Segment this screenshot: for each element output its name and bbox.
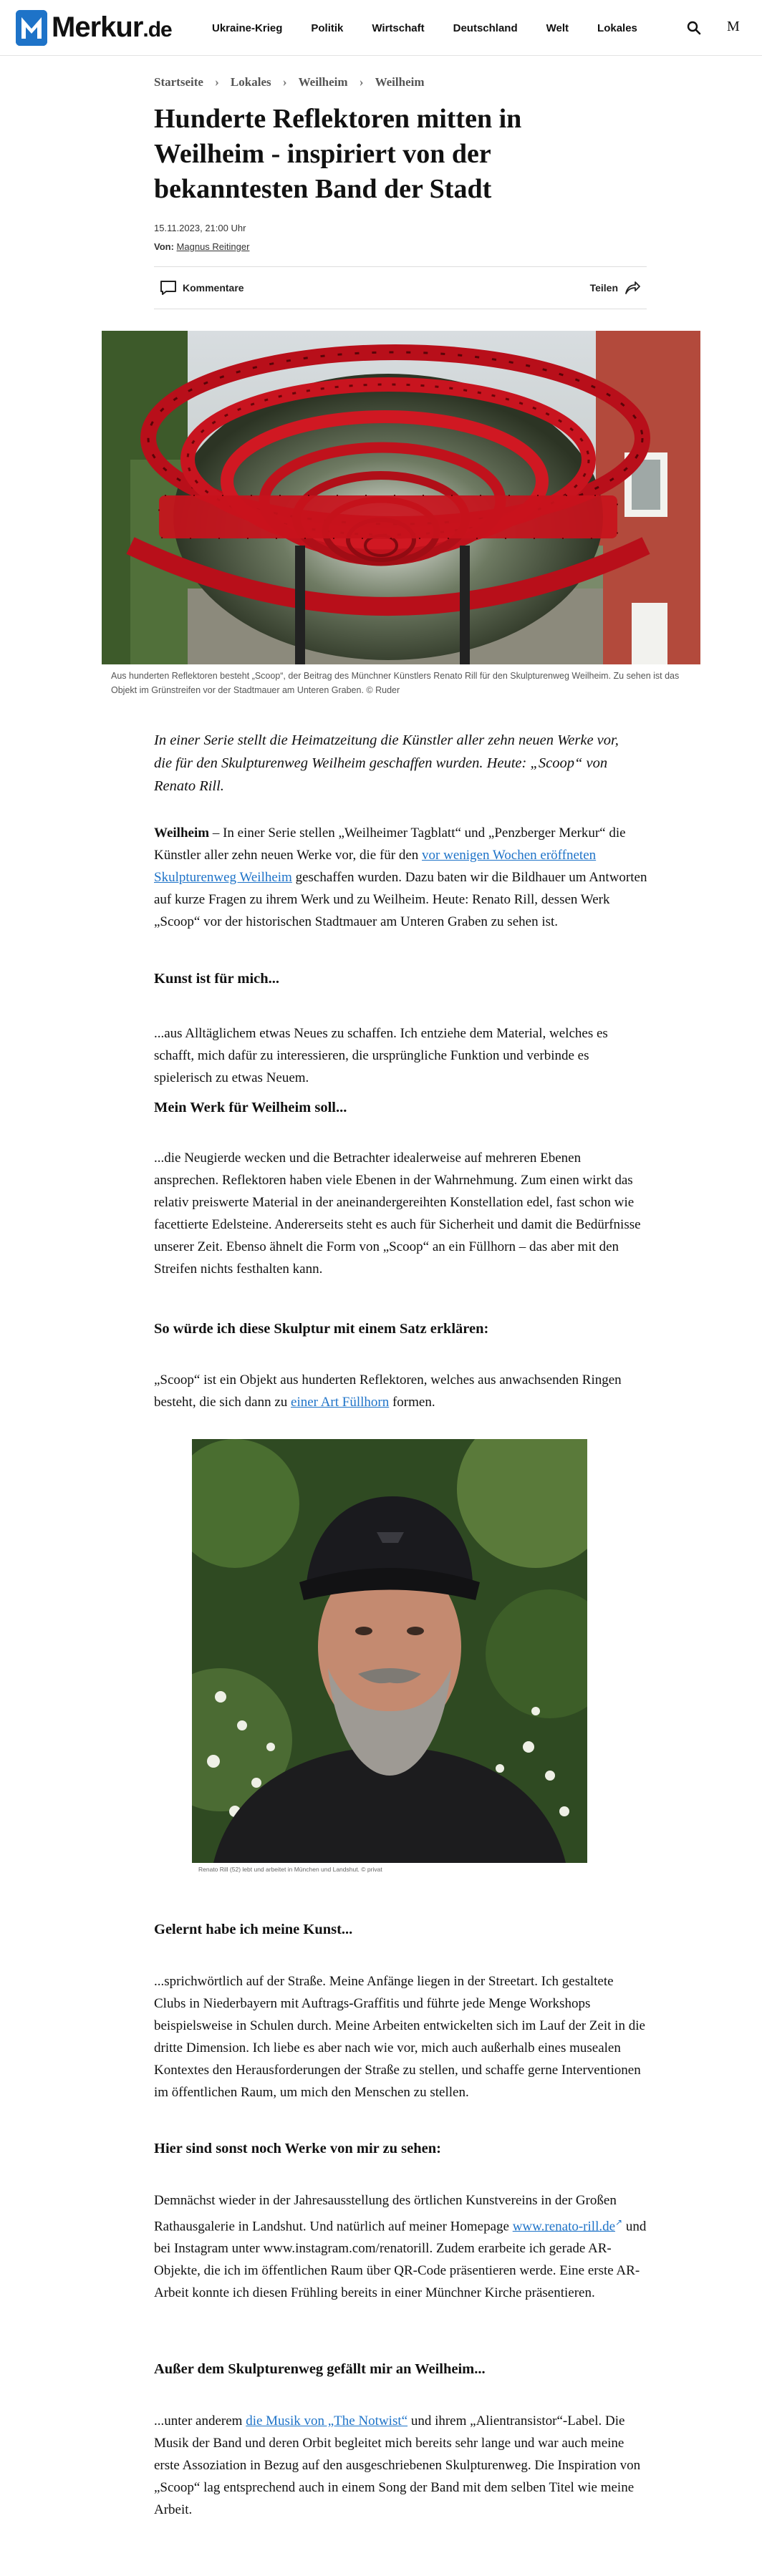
section-heading: So würde ich diese Skulptur mit einem Satz erklären: bbox=[154, 1321, 489, 1337]
portrait-photo-renato-rill bbox=[192, 1439, 587, 1863]
share-button[interactable]: Teilen bbox=[590, 280, 647, 296]
article-author-line: Von: Magnus Reitinger bbox=[154, 241, 250, 252]
section-heading: Mein Werk für Weilheim soll... bbox=[154, 1100, 347, 1115]
paragraph: ...die Neugierde wecken und die Betrachter idealerweise auf mehreren Ebenen ansprechen. Reflektoren haben viele Ebenen in der Wahrnehmung. Zum einen wirkt das relativ preiswerte Material in der aneinandergereihten Konstellation edel, fast schon wie facettierte Edelsteine. Andererseits steht es auch für Sicherheit und damit die Bedürfnisse unserer Zeit. Ebenso ähnelt die Form von „Scoop“ an ein Füllhorn – das aber mit den Streifen nichts festhalten kann. bbox=[154, 1151, 641, 1277]
dateline: Weilheim bbox=[154, 825, 210, 841]
nav-item-welt[interactable]: Welt bbox=[546, 21, 569, 34]
portrait-caption: Renato Rill (52) lebt und arbeitet in München und Landshut. © privat bbox=[198, 1866, 382, 1873]
paragraph-works: Demnächst wieder in der Jahresausstellung des örtlichen Kunstvereins in der Großen Rathausgalerie in Landshut. Und natürlich auf meiner Homepage www.renato-rill.de↗ und bei Instagram unter www.instagram.com/renatorill. Zudem erarbeite ich gerade AR-Objekte, die ich im öffentlichen Raum über QR-Code präsentieren werde. Eine erste AR-Arbeit konnte ich diesen Frühling bereits in einer Münchner Kirche präsentieren. bbox=[154, 2193, 647, 2301]
fuellhorn-link[interactable]: einer Art Füllhorn bbox=[291, 1395, 390, 1410]
skulpturenweg-link[interactable]: vor wenigen Wochen eröffneten Skulpturenweg Weilheim bbox=[154, 848, 597, 885]
share-icon bbox=[624, 280, 641, 296]
hero-image-scoop-sculpture bbox=[102, 331, 700, 664]
merkur-logo-icon bbox=[16, 10, 47, 46]
section-heading: Gelernt habe ich meine Kunst... bbox=[154, 1922, 353, 1937]
chevron-right-icon: › bbox=[282, 74, 287, 89]
author-link[interactable]: Magnus Reitinger bbox=[176, 241, 250, 252]
section-heading: Außer dem Skulpturenweg gefällt mir an Weilheim... bbox=[154, 2361, 486, 2377]
breadcrumb-item[interactable]: Weilheim bbox=[375, 74, 425, 89]
article-lead: In einer Serie stellt die Heimatzeitung die Künstler aller zehn neuen Werke vor, die für den Skulpturenweg Weilheim geschaffen wurden. Heute: „Scoop“ von Renato Rill. bbox=[154, 732, 619, 794]
notwist-link[interactable]: die Musik von „The Notwist“ bbox=[246, 2413, 408, 2429]
article-headline: Hunderte Reflektoren mitten in Weilheim - inspiriert von der bekanntesten Band der Stadt bbox=[154, 104, 522, 204]
site-header bbox=[0, 0, 762, 56]
paragraph-notwist: ...unter anderem die Musik von „The Notwist“ und ihrem „Alientransistor“-Label. Die Musik der Band und deren Orbit begleitet mich bereits sehr lange und war auch meine erste Assoziation in Bezug auf den ausgeschriebenen Skulpturenweg. Die Inspiration von „Scoop“ lag entsprechend auch in einem Song der Band mit dem selben Titel wie meine Arbeit. bbox=[154, 2413, 641, 2517]
nav-item-deutschland[interactable]: Deutschland bbox=[453, 21, 518, 34]
nav-item-wirtschaft[interactable]: Wirtschaft bbox=[372, 21, 425, 34]
paragraph-intro: Weilheim – In einer Serie stellen „Weilheimer Tagblatt“ und „Penzberger Merkur“ die Künstler aller zehn neuen Werke vor, die für den vor wenigen Wochen eröffneten Skulpturenweg Weilheim geschaffen wurden. Dazu baten wir die Bildhauer um Antworten auf kurze Fragen zu ihrem Werk und zu Weilheim. Heute: Renato Rill, dessen Werk „Scoop“ vor der historischen Stadtmauer am Unteren Graben zu sehen ist. bbox=[154, 825, 647, 929]
hero-image-caption: Aus hunderten Reflektoren besteht „Scoop“, der Beitrag des Münchner Künstlers Renato Rill für den Skulpturenweg Weilheim. Zu sehen ist das Objekt im Grünstreifen vor der Stadtmauer am Unteren Graben. © Ruder bbox=[111, 671, 680, 695]
homepage-link[interactable]: www.renato-rill.de bbox=[512, 2219, 616, 2234]
section-heading: Kunst ist für mich... bbox=[154, 971, 280, 987]
article-meta bbox=[154, 219, 249, 256]
article-date: 15.11.2023, 21:00 Uhr bbox=[154, 223, 246, 233]
nav-item-politik[interactable]: Politik bbox=[311, 21, 344, 34]
breadcrumb-item[interactable]: Weilheim bbox=[298, 74, 348, 89]
paragraph-scoop: „Scoop“ ist ein Objekt aus hunderten Reflektoren, welches aus anwachsenden Ringen besteht, die sich dann zu einer Art Füllhorn formen. bbox=[154, 1372, 622, 1410]
nav-item-lokales[interactable]: Lokales bbox=[597, 21, 637, 34]
nav-item-ukraine-krieg[interactable]: Ukraine-Krieg bbox=[212, 21, 283, 34]
more-menu-button[interactable]: M bbox=[727, 19, 740, 34]
logo-wordmark: Merkur.de bbox=[52, 11, 172, 43]
paragraph: ...sprichwörtlich auf der Straße. Meine Anfänge liegen in der Streetart. Ich gestaltete Clubs in Niederbayern mit Auftrags-Graffitis und führte jede Menge Workshops beispielsweise in Schulen durch. Meine Arbeiten entwickelten sich im Lauf der Zeit in die dritte Dimension. Ich liebe es aber nach wie vor, mich auch außerhalb eines musealen Kontextes den Herausforderungen der Straße zu stellen, und schaffe gerne Interventionen im öffentlichen Raum, um mich den Menschen zu stellen. bbox=[154, 1974, 645, 2100]
chevron-right-icon: › bbox=[359, 74, 364, 89]
breadcrumb bbox=[154, 74, 425, 89]
comments-button[interactable]: Kommentare bbox=[154, 280, 244, 296]
chevron-right-icon: › bbox=[214, 74, 219, 89]
article-action-bar bbox=[154, 266, 647, 309]
breadcrumb-item[interactable]: Startseite bbox=[154, 74, 203, 89]
search-icon[interactable] bbox=[686, 20, 702, 36]
paragraph: ...aus Alltäglichem etwas Neues zu schaffen. Ich entziehe dem Material, welches es schafft, mich dafür zu interessieren, die ursprüngliche Funktion und verbinde es spielerisch zu etwas Neuem. bbox=[154, 1026, 608, 1085]
breadcrumb-item[interactable]: Lokales bbox=[230, 74, 271, 89]
section-heading: Hier sind sonst noch Werke von mir zu sehen: bbox=[154, 2141, 441, 2156]
main-nav bbox=[212, 0, 666, 56]
comment-icon bbox=[160, 280, 177, 296]
external-link-icon: ↗ bbox=[615, 2217, 623, 2227]
site-logo[interactable] bbox=[16, 10, 172, 46]
